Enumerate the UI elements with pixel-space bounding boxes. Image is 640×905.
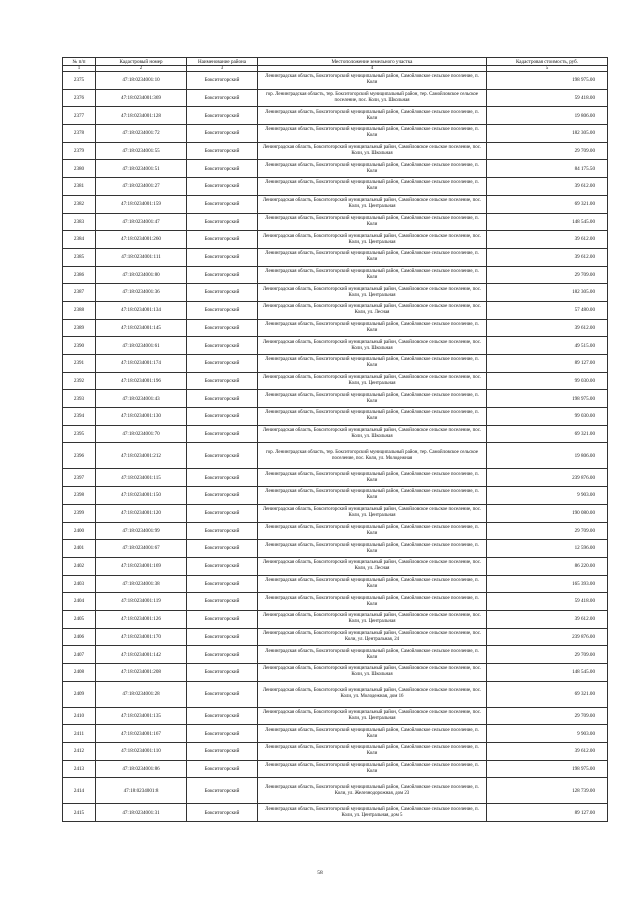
district-name: Бокситогорский — [187, 248, 258, 266]
location-cell: Ленинградская область, Бокситогорский муниципальный район, Самойловское сельское поселение, п. Коли — [258, 408, 487, 426]
district-name: Бокситогорский — [187, 213, 258, 231]
location-cell: Ленинградская область, Бокситогорский муниципальный район, Самойловское сельское поселение, пос. Коли, ул. Центральная — [258, 372, 487, 390]
district-name: Бокситогорский — [187, 107, 258, 125]
cadastral-number: 47:18:0234001:150 — [96, 487, 187, 505]
table-row — [63, 72, 608, 90]
location-cell: Ленинградская область, Бокситогорский муниципальный район, Самойловское сельское поселение, п. Коли — [258, 522, 487, 540]
cadastral-value: 86 220.00 — [487, 557, 608, 575]
cadastral-number: 47:18:0234001:43 — [96, 390, 187, 408]
cadastral-number: 47:18:0234001:111 — [96, 248, 187, 266]
table-row — [63, 778, 608, 804]
cadastral-value: 29 709.00 — [487, 646, 608, 664]
district-name: Бокситогорский — [187, 72, 258, 90]
cadastral-value: 198 975.00 — [487, 760, 608, 778]
district-name: Бокситогорский — [187, 778, 258, 804]
cadastral-number: 47:18:0234001:67 — [96, 540, 187, 558]
location-cell: Ленинградская область, Бокситогорский муниципальный район, Самойловское сельское поселение, пос. Коли, ул. Центральная — [258, 707, 487, 725]
table-row — [63, 319, 608, 337]
cadastral-number: 47:18:0234001:260 — [96, 231, 187, 249]
district-name: Бокситогорский — [187, 89, 258, 107]
table-row — [63, 231, 608, 249]
location-cell: Ленинградская область, Бокситогорский муниципальный район, Самойловское сельское поселение, п. Коли, ул. Железнодорожная, дом 23 — [258, 778, 487, 804]
cadastral-value: 89 127.00 — [487, 804, 608, 822]
location-cell: гор. Ленинградская область, тер. Бокситогорский муниципальный район, тер. Самойловское сельское поселение, пос. Коли, ул. Школьная — [258, 89, 487, 107]
row-number: 2399 — [63, 504, 96, 522]
cadastral-value: 59 418.00 — [487, 593, 608, 611]
row-number: 2395 — [63, 425, 96, 443]
district-name: Бокситогорский — [187, 557, 258, 575]
district-name: Бокситогорский — [187, 319, 258, 337]
cadastral-number: 47:18:0234001:169 — [96, 557, 187, 575]
district-name: Бокситогорский — [187, 681, 258, 707]
column-index: 3 — [187, 66, 258, 72]
table-row — [63, 142, 608, 160]
cadastral-value: 29 709.00 — [487, 142, 608, 160]
header-location: Местоположение земельного участка — [258, 58, 487, 66]
district-name: Бокситогорский — [187, 469, 258, 487]
row-number: 2392 — [63, 372, 96, 390]
location-cell: Ленинградская область, Бокситогорский муниципальный район, Самойловское сельское поселение, пос. Коли, ул. Центральная — [258, 284, 487, 302]
location-cell: Ленинградская область, Бокситогорский муниципальный район, Самойловское сельское поселение, п. Коли — [258, 575, 487, 593]
cadastral-value: 165 393.00 — [487, 575, 608, 593]
location-cell: Ленинградская область, Бокситогорский муниципальный район, Самойловское сельское поселение, п. Коли — [258, 646, 487, 664]
cadastral-number: 47:18:0234001:120 — [96, 504, 187, 522]
district-name: Бокситогорский — [187, 646, 258, 664]
row-number: 2415 — [63, 804, 96, 822]
district-name: Бокситогорский — [187, 301, 258, 319]
row-number: 2383 — [63, 213, 96, 231]
district-name: Бокситогорский — [187, 504, 258, 522]
row-number: 2382 — [63, 195, 96, 213]
district-name: Бокситогорский — [187, 725, 258, 743]
table-row — [63, 355, 608, 373]
table-row — [63, 628, 608, 646]
row-number: 2403 — [63, 575, 96, 593]
header-cadastral-number: Кадастровый номер — [96, 58, 187, 66]
location-cell: Ленинградская область, Бокситогорский муниципальный район, Самойловское сельское поселение, п. Коли — [258, 178, 487, 196]
district-name: Бокситогорский — [187, 664, 258, 682]
district-name: Бокситогорский — [187, 142, 258, 160]
district-name: Бокситогорский — [187, 425, 258, 443]
cadastral-value: 12 596.00 — [487, 540, 608, 558]
location-cell: Ленинградская область, Бокситогорский муниципальный район, Самойловское сельское поселение, п. Коли — [258, 319, 487, 337]
location-cell: Ленинградская область, Бокситогорский муниципальный район, Самойловское сельское поселение, п. Коли — [258, 725, 487, 743]
cadastral-value: 239 876.00 — [487, 469, 608, 487]
location-cell: Ленинградская область, Бокситогорский муниципальный район, Самойловское сельское поселение, п. Коли — [258, 125, 487, 143]
cadastral-value: 19 806.00 — [487, 107, 608, 125]
table-row — [63, 408, 608, 426]
cadastral-number: 47:18:0234001:130 — [96, 408, 187, 426]
table-row — [63, 522, 608, 540]
row-number: 2375 — [63, 72, 96, 90]
location-cell: Ленинградская область, Бокситогорский муниципальный район, Самойловское сельское поселение, п. Коли — [258, 743, 487, 761]
district-name: Бокситогорский — [187, 266, 258, 284]
district-name: Бокситогорский — [187, 355, 258, 373]
cadastral-value: 39 612.00 — [487, 178, 608, 196]
row-number: 2396 — [63, 443, 96, 469]
location-cell: Ленинградская область, Бокситогорский муниципальный район, Самойловское сельское поселение, п. Коли — [258, 540, 487, 558]
cadastral-number: 47:18:0234001:119 — [96, 593, 187, 611]
header-num: № п/п — [63, 58, 96, 66]
cadastral-number: 47:18:0234001:212 — [96, 443, 187, 469]
district-name: Бокситогорский — [187, 540, 258, 558]
location-cell: Ленинградская область, Бокситогорский муниципальный район, Самойловское сельское поселение, п. Коли — [258, 72, 487, 90]
location-cell: Ленинградская область, Бокситогорский муниципальный район, Самойловское сельское поселение, п. Коли — [258, 160, 487, 178]
cadastral-number: 47:18:0234001:167 — [96, 725, 187, 743]
location-cell: Ленинградская область, Бокситогорский муниципальный район, Самойловское сельское поселение, пос. Коли, ул. Центральная, 24 — [258, 628, 487, 646]
row-number: 2402 — [63, 557, 96, 575]
cadastral-value: 182 305.00 — [487, 284, 608, 302]
row-number: 2410 — [63, 707, 96, 725]
row-number: 2398 — [63, 487, 96, 505]
cadastral-number: 47:18:0234001:369 — [96, 89, 187, 107]
cadastral-number: 47:18:0234001:10 — [96, 72, 187, 90]
row-number: 2381 — [63, 178, 96, 196]
district-name: Бокситогорский — [187, 231, 258, 249]
cadastral-number: 47:18:0234001:159 — [96, 195, 187, 213]
table-row — [63, 178, 608, 196]
table-row — [63, 248, 608, 266]
location-cell: Ленинградская область, Бокситогорский муниципальный район, Самойловское сельское поселение, пос. Коли, ул. Молодежная, дом 16 — [258, 681, 487, 707]
cadastral-number: 47:18:0234001:70 — [96, 425, 187, 443]
column-index: 1 — [63, 66, 96, 72]
location-cell: Ленинградская область, Бокситогорский муниципальный район, Самойловское сельское поселение, п. Коли — [258, 593, 487, 611]
cadastral-number: 47:18:0234001:145 — [96, 319, 187, 337]
row-number: 2397 — [63, 469, 96, 487]
column-index: 2 — [96, 66, 187, 72]
row-number: 2404 — [63, 593, 96, 611]
row-number: 2386 — [63, 266, 96, 284]
cadastral-value-table — [62, 57, 608, 822]
district-name: Бокситогорский — [187, 178, 258, 196]
cadastral-value: 69 321.00 — [487, 195, 608, 213]
cadastral-value: 148 545.00 — [487, 664, 608, 682]
cadastral-number: 47:18:0234001:36 — [96, 284, 187, 302]
location-cell: Ленинградская область, Бокситогорский муниципальный район, Самойловское сельское поселение, пос. Коли, ул. Школьная — [258, 664, 487, 682]
cadastral-number: 47:18:0234001:170 — [96, 628, 187, 646]
district-name: Бокситогорский — [187, 160, 258, 178]
location-cell: Ленинградская область, Бокситогорский муниципальный район, Самойловское сельское поселение, п. Коли — [258, 487, 487, 505]
location-cell: Ленинградская область, Бокситогорский муниципальный район, Самойловское сельское поселение, п. Коли — [258, 760, 487, 778]
cadastral-number: 47:18:0234001:115 — [96, 469, 187, 487]
table-row — [63, 125, 608, 143]
location-cell: Ленинградская область, Бокситогорский муниципальный район, Самойловское сельское поселение, пос. Коли, ул. Центральная — [258, 504, 487, 522]
location-cell: Ленинградская область, Бокситогорский муниципальный район, Самойловское сельское поселение, пос. Коли, ул. Лесная — [258, 557, 487, 575]
row-number: 2405 — [63, 610, 96, 628]
district-name: Бокситогорский — [187, 628, 258, 646]
cadastral-number: 47:18:0234001:142 — [96, 646, 187, 664]
cadastral-number: 47:18:0234001:196 — [96, 372, 187, 390]
cadastral-number: 47:18:0234001:55 — [96, 142, 187, 160]
district-name: Бокситогорский — [187, 443, 258, 469]
row-number: 2394 — [63, 408, 96, 426]
cadastral-value: 57 480.00 — [487, 301, 608, 319]
cadastral-number: 47:18:0234001:128 — [96, 107, 187, 125]
cadastral-value: 19 806.00 — [487, 443, 608, 469]
column-index: 5 — [487, 66, 608, 72]
location-cell: Ленинградская область, Бокситогорский муниципальный район, Самойловское сельское поселение, п. Коли — [258, 355, 487, 373]
table-row — [63, 301, 608, 319]
cadastral-number: 47:18:0234001:51 — [96, 160, 187, 178]
cadastral-value: 239 876.00 — [487, 628, 608, 646]
table-row — [63, 760, 608, 778]
district-name: Бокситогорский — [187, 408, 258, 426]
table-row — [63, 804, 608, 822]
row-number: 2378 — [63, 125, 96, 143]
table-row — [63, 390, 608, 408]
row-number: 2401 — [63, 540, 96, 558]
location-cell: Ленинградская область, Бокситогорский муниципальный район, Самойловское сельское поселение, пос. Коли, ул. Школьная — [258, 142, 487, 160]
table-row — [63, 266, 608, 284]
table-row — [63, 195, 608, 213]
cadastral-value: 39 612.00 — [487, 610, 608, 628]
cadastral-number: 47:18:0234001:38 — [96, 575, 187, 593]
row-number: 2391 — [63, 355, 96, 373]
location-cell: Ленинградская область, Бокситогорский муниципальный район, Самойловское сельское поселение, пос. Коли, ул. Центральная — [258, 195, 487, 213]
row-number: 2388 — [63, 301, 96, 319]
location-cell: Ленинградская область, Бокситогорский муниципальный район, Самойловское сельское поселение, п. Коли — [258, 266, 487, 284]
row-number: 2414 — [63, 778, 96, 804]
cadastral-number: 47:18:0234001:8 — [96, 778, 187, 804]
row-number: 2407 — [63, 646, 96, 664]
table-row — [63, 425, 608, 443]
district-name: Бокситогорский — [187, 593, 258, 611]
cadastral-value: 84 175.50 — [487, 160, 608, 178]
district-name: Бокситогорский — [187, 707, 258, 725]
header-district: Наименование района — [187, 58, 258, 66]
row-number: 2408 — [63, 664, 96, 682]
location-cell: Ленинградская область, Бокситогорский муниципальный район, Самойловское сельское поселение, п. Коли — [258, 390, 487, 408]
district-name: Бокситогорский — [187, 337, 258, 355]
table-row — [63, 487, 608, 505]
cadastral-value: 69 321.00 — [487, 681, 608, 707]
district-name: Бокситогорский — [187, 804, 258, 822]
header-cadastral-value: Кадастровая стоимость, руб. — [487, 58, 608, 66]
location-cell: Ленинградская область, Бокситогорский муниципальный район, Самойловское сельское поселение, п. Коли — [258, 248, 487, 266]
table-row — [63, 610, 608, 628]
row-number: 2411 — [63, 725, 96, 743]
location-cell: Ленинградская область, Бокситогорский муниципальный район, Самойловское сельское поселение, пос. Коли, ул. Центральная — [258, 231, 487, 249]
cadastral-number: 47:18:0234001:61 — [96, 337, 187, 355]
row-number: 2387 — [63, 284, 96, 302]
table-row — [63, 504, 608, 522]
row-number: 2406 — [63, 628, 96, 646]
district-name: Бокситогорский — [187, 610, 258, 628]
cadastral-value: 182 305.00 — [487, 125, 608, 143]
cadastral-value: 49 515.00 — [487, 337, 608, 355]
row-number: 2377 — [63, 107, 96, 125]
table-row — [63, 469, 608, 487]
cadastral-value: 128 739.00 — [487, 778, 608, 804]
cadastral-value: 29 709.00 — [487, 266, 608, 284]
table-row — [63, 557, 608, 575]
row-number: 2412 — [63, 743, 96, 761]
row-number: 2409 — [63, 681, 96, 707]
row-number: 2393 — [63, 390, 96, 408]
table-row — [63, 107, 608, 125]
page-number: 58 — [317, 870, 323, 876]
row-number: 2385 — [63, 248, 96, 266]
location-cell: гор. Ленинградская область, тер. Бокситогорский муниципальный район, тер. Самойловское сельское поселение, пос. Коли, ул. Молодежная — [258, 443, 487, 469]
table-row — [63, 593, 608, 611]
location-cell: Ленинградская область, Бокситогорский муниципальный район, Самойловское сельское поселение, пос. Коли, ул. Лесная — [258, 301, 487, 319]
cadastral-value: 39 612.00 — [487, 248, 608, 266]
cadastral-value: 69 321.00 — [487, 425, 608, 443]
row-number: 2390 — [63, 337, 96, 355]
table-body — [63, 72, 608, 822]
table-header-row — [63, 58, 608, 66]
column-index: 4 — [258, 66, 487, 72]
district-name: Бокситогорский — [187, 743, 258, 761]
cadastral-value: 39 612.00 — [487, 231, 608, 249]
cadastral-value: 39 612.00 — [487, 743, 608, 761]
cadastral-number: 47:18:0234001:174 — [96, 355, 187, 373]
table-row — [63, 743, 608, 761]
location-cell: Ленинградская область, Бокситогорский муниципальный район, Самойловское сельское поселение, п. Коли, ул. Центральная, дом 5 — [258, 804, 487, 822]
row-number: 2413 — [63, 760, 96, 778]
cadastral-value: 198 975.00 — [487, 390, 608, 408]
cadastral-number: 47:18:0234001:126 — [96, 610, 187, 628]
table-row — [63, 443, 608, 469]
location-cell: Ленинградская область, Бокситогорский муниципальный район, Самойловское сельское поселение, п. Коли — [258, 469, 487, 487]
row-number: 2380 — [63, 160, 96, 178]
location-cell: Ленинградская область, Бокситогорский муниципальный район, Самойловское сельское поселение, п. Коли — [258, 107, 487, 125]
row-number: 2376 — [63, 89, 96, 107]
cadastral-number: 47:18:0234001:47 — [96, 213, 187, 231]
cadastral-value: 148 545.00 — [487, 213, 608, 231]
cadastral-value: 190 080.00 — [487, 504, 608, 522]
cadastral-value: 89 127.00 — [487, 355, 608, 373]
district-name: Бокситогорский — [187, 760, 258, 778]
district-name: Бокситогорский — [187, 522, 258, 540]
cadastral-value: 99 030.00 — [487, 372, 608, 390]
district-name: Бокситогорский — [187, 390, 258, 408]
cadastral-value: 99 030.00 — [487, 408, 608, 426]
cadastral-value-table-sheet — [62, 57, 595, 822]
cadastral-number: 47:18:0234001:110 — [96, 743, 187, 761]
table-row — [63, 681, 608, 707]
cadastral-number: 47:18:0234001:27 — [96, 178, 187, 196]
cadastral-number: 47:18:0234001:80 — [96, 266, 187, 284]
table-row — [63, 284, 608, 302]
row-number: 2389 — [63, 319, 96, 337]
district-name: Бокситогорский — [187, 372, 258, 390]
row-number: 2379 — [63, 142, 96, 160]
district-name: Бокситогорский — [187, 284, 258, 302]
cadastral-value: 29 709.00 — [487, 707, 608, 725]
location-cell: Ленинградская область, Бокситогорский муниципальный район, Самойловское сельское поселение, пос. Коли, ул. Центральная — [258, 610, 487, 628]
cadastral-number: 47:18:0234001:135 — [96, 707, 187, 725]
cadastral-number: 47:18:0234001:86 — [96, 760, 187, 778]
cadastral-value: 198 975.00 — [487, 72, 608, 90]
table-row — [63, 725, 608, 743]
table-row — [63, 213, 608, 231]
cadastral-number: 47:18:0234001:72 — [96, 125, 187, 143]
table-row — [63, 89, 608, 107]
table-row — [63, 707, 608, 725]
district-name: Бокситогорский — [187, 487, 258, 505]
cadastral-number: 47:18:0234001:208 — [96, 664, 187, 682]
cadastral-value: 39 612.00 — [487, 319, 608, 337]
row-number: 2384 — [63, 231, 96, 249]
location-cell: Ленинградская область, Бокситогорский муниципальный район, Самойловское сельское поселение, пос. Коли, ул. Школьная — [258, 425, 487, 443]
cadastral-number: 47:18:0234001:28 — [96, 681, 187, 707]
table-row — [63, 160, 608, 178]
table-row — [63, 337, 608, 355]
cadastral-value: 59 418.00 — [487, 89, 608, 107]
row-number: 2400 — [63, 522, 96, 540]
cadastral-number: 47:18:0234001:31 — [96, 804, 187, 822]
district-name: Бокситогорский — [187, 195, 258, 213]
location-cell: Ленинградская область, Бокситогорский муниципальный район, Самойловское сельское поселение, пос. Коли, ул. Школьная — [258, 337, 487, 355]
table-row — [63, 664, 608, 682]
cadastral-number: 47:18:0234001:99 — [96, 522, 187, 540]
cadastral-value: 9 903.00 — [487, 487, 608, 505]
table-row — [63, 575, 608, 593]
table-row — [63, 646, 608, 664]
cadastral-value: 29 709.00 — [487, 522, 608, 540]
cadastral-value: 9 903.00 — [487, 725, 608, 743]
district-name: Бокситогорский — [187, 575, 258, 593]
table-row — [63, 372, 608, 390]
table-row — [63, 540, 608, 558]
cadastral-number: 47:18:0234001:134 — [96, 301, 187, 319]
district-name: Бокситогорский — [187, 125, 258, 143]
location-cell: Ленинградская область, Бокситогорский муниципальный район, Самойловское сельское поселение, п. Коли — [258, 213, 487, 231]
